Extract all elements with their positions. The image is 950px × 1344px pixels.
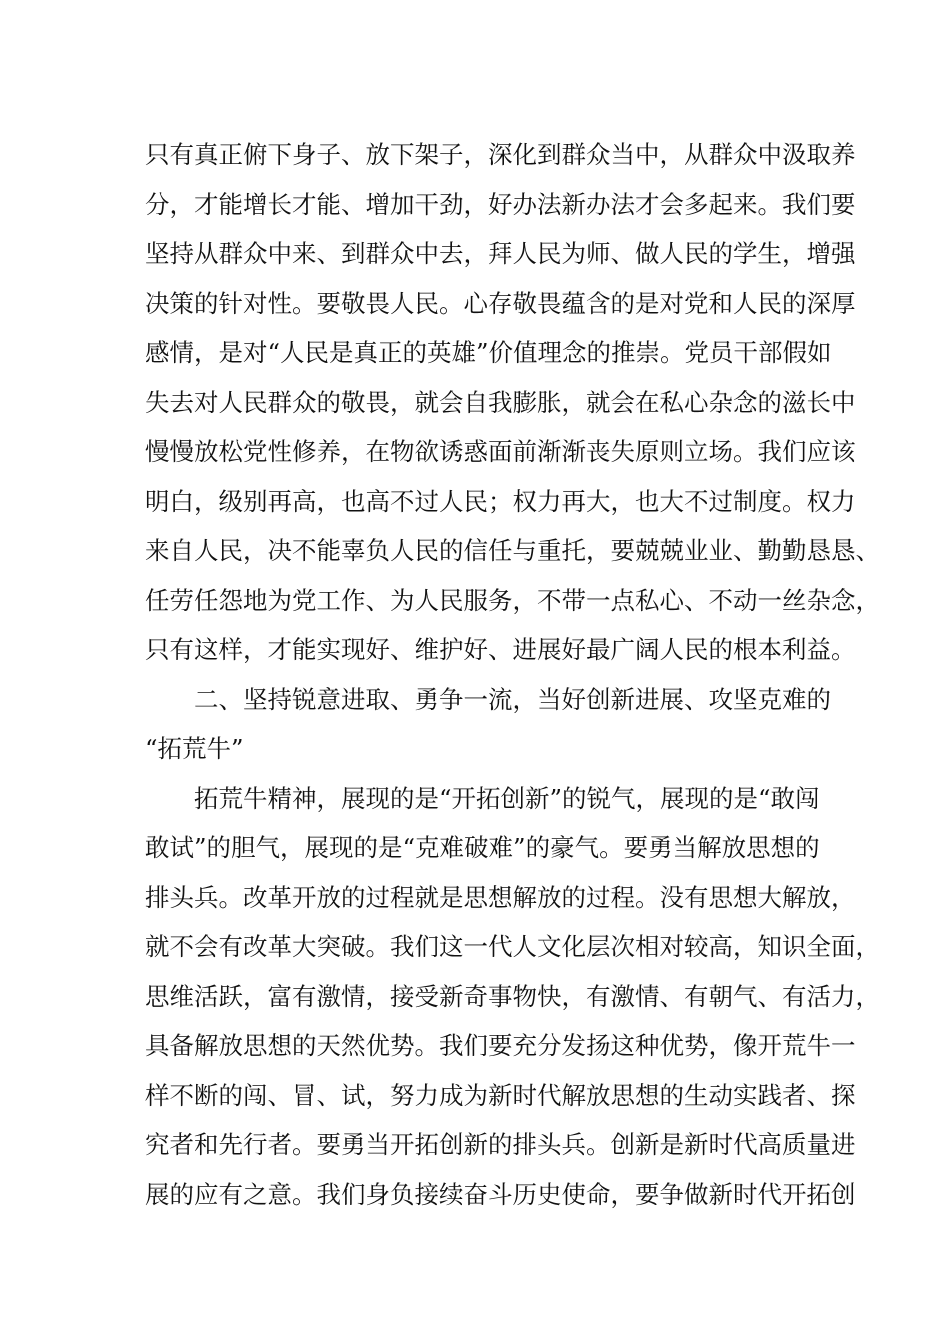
text-line: 只有真正俯下身子、放下架子，深化到群众当中，从群众中汲取养 <box>145 140 856 169</box>
text-line: 究者和先行者。要勇当开拓创新的排头兵。创新是新时代高质量进 <box>145 1130 856 1159</box>
text-line: 就不会有改革大突破。我们这一代人文化层次相对较高，知识全面， <box>145 932 880 961</box>
text-line: 决策的针对性。要敬畏人民。心存敬畏蕴含的是对党和人民的深厚 <box>145 288 856 318</box>
text-line: 来自人民，决不能辜负人民的信任与重托，要兢兢业业、勤勤恳恳、 <box>145 536 880 565</box>
section-heading: 二、坚持锐意进取、勇争一流，当好创新进展、攻坚克难的 <box>194 684 831 714</box>
text-line: 坚持从群众中来、到群众中去，拜人民为师、做人民的学生，增强 <box>145 239 856 268</box>
text-line: 失去对人民群众的敬畏，就会自我膨胀，就会在私心杂念的滋长中 <box>145 387 856 417</box>
text-line: 感情，是对“人民是真正的英雄”价值理念的推崇。党员干部假如 <box>145 338 832 367</box>
text-line: 只有这样，才能实现好、维护好、进展好最广阔人民的根本利益。 <box>145 635 856 664</box>
text-line: 慢慢放松党性修养，在物欲诱惑面前渐渐丧失原则立场。我们应该 <box>145 437 856 466</box>
text-line: 思维活跃，富有激情，接受新奇事物快，有激情、有朝气、有活力， <box>145 981 880 1011</box>
text-line: 展的应有之意。我们身负接续奋斗历史使命，要争做新时代开拓创 <box>145 1179 856 1209</box>
text-line: 排头兵。改革开放的过程就是思想解放的过程。没有思想大解放， <box>145 882 856 912</box>
text-line: 拓荒牛精神，展现的是“开拓创新”的锐气，展现的是“敢闯 <box>194 783 820 813</box>
text-line: 具备解放思想的天然优势。我们要充分发扬这种优势，像开荒牛一 <box>145 1031 856 1060</box>
section-heading-continued: “拓荒牛” <box>145 734 244 763</box>
text-line: 样不断的闯、冒、试，努力成为新时代解放思想的生动实践者、探 <box>145 1080 856 1110</box>
text-line: 分，才能增长才能、增加干劲，好办法新办法才会多起来。我们要 <box>145 189 856 219</box>
text-line: 明白，级别再高，也高不过人民；权力再大，也大不过制度。权力 <box>145 486 856 516</box>
text-line: 任劳任怨地为党工作、为人民服务，不带一点私心、不动一丝杂念， <box>145 585 880 615</box>
text-line: 敢试”的胆气，展现的是“克难破难”的豪气。要勇当解放思想的 <box>145 833 820 862</box>
body-text <box>145 130 880 1219</box>
